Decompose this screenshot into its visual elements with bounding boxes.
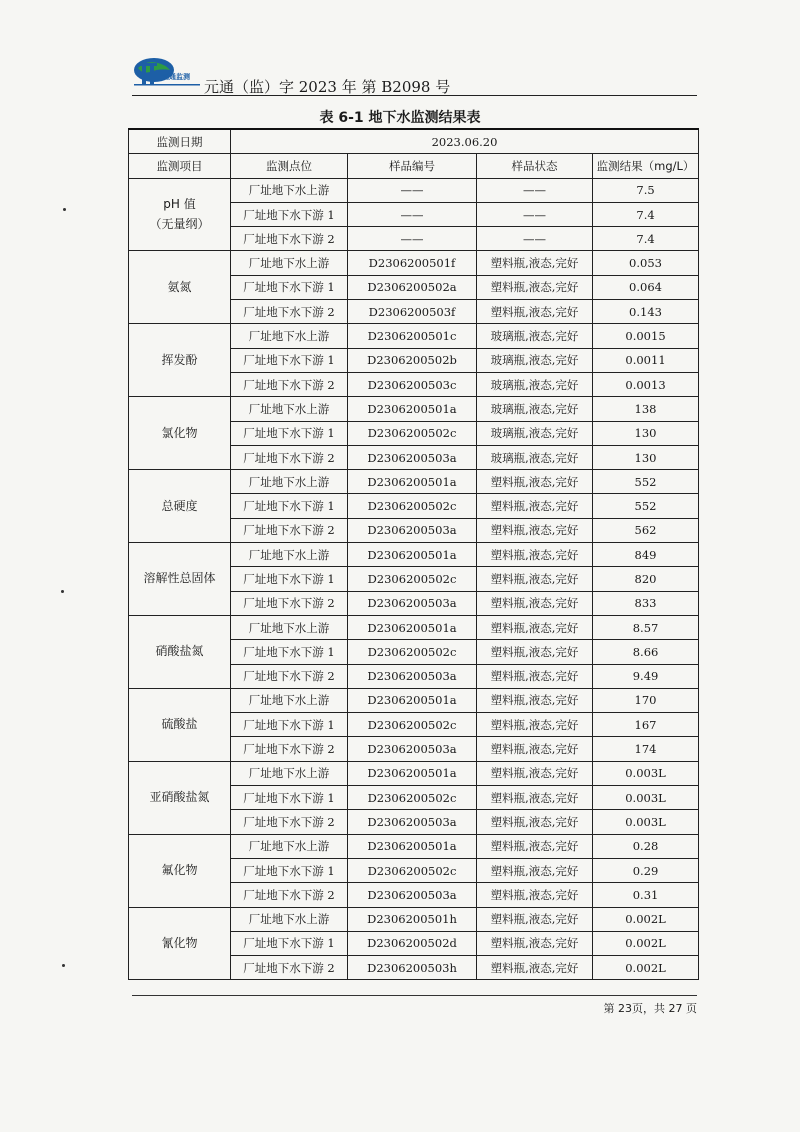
- result-cell: 0.002L: [593, 956, 699, 980]
- site-cell: 厂址地下水上游: [231, 761, 348, 785]
- site-cell: 厂址地下水下游 2: [231, 227, 348, 251]
- sample-state-cell: 玻璃瓶,液态,完好: [477, 348, 593, 372]
- scan-dot: [63, 208, 66, 211]
- sample-state-cell: 塑料瓶,液态,完好: [477, 907, 593, 931]
- parameter-cell: [129, 543, 231, 616]
- parameter-name: 氯化物: [161, 425, 198, 440]
- site-cell: 厂址地下水下游 1: [231, 421, 348, 445]
- sample-id-cell: D2306200502c: [348, 494, 477, 518]
- sample-state-cell: 塑料瓶,液态,完好: [477, 615, 593, 639]
- column-header: 监测点位: [231, 154, 348, 178]
- result-cell: 0.28: [593, 834, 699, 858]
- site-cell: 厂址地下水下游 1: [231, 494, 348, 518]
- sample-state-cell: 塑料瓶,液态,完好: [477, 470, 593, 494]
- table-row: [129, 761, 699, 785]
- sample-id-cell: D2306200503a: [348, 810, 477, 834]
- sample-id-cell: D2306200502c: [348, 421, 477, 445]
- sample-state-cell: 玻璃瓶,液态,完好: [477, 372, 593, 396]
- sample-id-cell: D2306200501a: [348, 761, 477, 785]
- sample-id-cell: D2306200501a: [348, 397, 477, 421]
- parameter-cell: [129, 470, 231, 543]
- parameter-name: 硫酸盐: [161, 717, 198, 732]
- footer-divider: [132, 995, 697, 996]
- sample-id-cell: D2306200503a: [348, 445, 477, 469]
- result-cell: 0.002L: [593, 907, 699, 931]
- site-cell: 厂址地下水下游 1: [231, 640, 348, 664]
- result-cell: 0.0011: [593, 348, 699, 372]
- column-header: 监测结果（mg/L）: [593, 154, 699, 178]
- page-number: 第 23页，共 27 页: [603, 1002, 697, 1015]
- date-value: 2023.06.20: [231, 129, 699, 154]
- sample-state-cell: 塑料瓶,液态,完好: [477, 275, 593, 299]
- sample-id-cell: D2306200503a: [348, 664, 477, 688]
- sample-state-cell: 玻璃瓶,液态,完好: [477, 421, 593, 445]
- result-cell: 130: [593, 421, 699, 445]
- parameter-name: 挥发酚: [161, 352, 198, 367]
- site-cell: 厂址地下水上游: [231, 543, 348, 567]
- column-header: 监测项目: [129, 154, 231, 178]
- parameter-name: 氰化物: [161, 935, 198, 950]
- result-cell: 170: [593, 688, 699, 712]
- header-row: [129, 154, 699, 178]
- site-cell: 厂址地下水上游: [231, 470, 348, 494]
- site-cell: 厂址地下水下游 2: [231, 518, 348, 542]
- site-cell: 厂址地下水下游 2: [231, 664, 348, 688]
- header-divider: [132, 95, 697, 96]
- sample-id-cell: D2306200501a: [348, 470, 477, 494]
- parameter-name: 溶解性总固体: [143, 571, 216, 586]
- sample-id-cell: D2306200502c: [348, 858, 477, 882]
- sample-state-cell: 塑料瓶,液态,完好: [477, 786, 593, 810]
- parameter-cell: [129, 907, 231, 980]
- result-cell: 0.003L: [593, 786, 699, 810]
- table-row: [129, 688, 699, 712]
- sample-state-cell: 塑料瓶,液态,完好: [477, 688, 593, 712]
- parameter-name: 硝酸盐氮: [155, 644, 204, 659]
- sample-id-cell: D2306200503c: [348, 372, 477, 396]
- column-header: 样品状态: [477, 154, 593, 178]
- result-cell: 833: [593, 591, 699, 615]
- site-cell: 厂址地下水上游: [231, 251, 348, 275]
- table-row: [129, 251, 699, 275]
- sample-state-cell: 玻璃瓶,液态,完好: [477, 324, 593, 348]
- parameter-cell: [129, 688, 231, 761]
- sample-id-cell: D2306200503a: [348, 518, 477, 542]
- sample-state-cell: 塑料瓶,液态,完好: [477, 883, 593, 907]
- parameter-unit-note: （无量纲）: [149, 216, 210, 231]
- result-cell: 8.66: [593, 640, 699, 664]
- result-cell: 562: [593, 518, 699, 542]
- parameter-cell: [129, 761, 231, 834]
- result-cell: 0.003L: [593, 761, 699, 785]
- parameter-cell: [129, 324, 231, 397]
- sample-state-cell: 塑料瓶,液态,完好: [477, 494, 593, 518]
- parameter-name: 亚硝酸盐氮: [149, 790, 210, 805]
- sample-id-cell: D2306200502c: [348, 640, 477, 664]
- site-cell: 厂址地下水下游 2: [231, 956, 348, 980]
- sample-id-cell: D2306200503a: [348, 591, 477, 615]
- site-cell: 厂址地下水下游 1: [231, 713, 348, 737]
- sample-state-cell: ——: [477, 202, 593, 226]
- sample-id-cell: ——: [348, 178, 477, 202]
- sample-state-cell: 塑料瓶,液态,完好: [477, 931, 593, 955]
- table-row: [129, 178, 699, 202]
- parameter-cell: [129, 397, 231, 470]
- result-cell: 0.0015: [593, 324, 699, 348]
- site-cell: 厂址地下水下游 1: [231, 348, 348, 372]
- result-cell: 0.0013: [593, 372, 699, 396]
- sample-state-cell: 塑料瓶,液态,完好: [477, 834, 593, 858]
- sample-id-cell: D2306200502c: [348, 713, 477, 737]
- sample-id-cell: D2306200501a: [348, 834, 477, 858]
- sample-state-cell: 塑料瓶,液态,完好: [477, 956, 593, 980]
- sample-id-cell: D2306200503a: [348, 883, 477, 907]
- result-cell: 7.5: [593, 178, 699, 202]
- table-row: [129, 907, 699, 931]
- sample-state-cell: 塑料瓶,液态,完好: [477, 543, 593, 567]
- site-cell: 厂址地下水下游 2: [231, 445, 348, 469]
- sample-id-cell: ——: [348, 202, 477, 226]
- parameter-name: 氟化物: [161, 862, 198, 877]
- result-cell: 0.31: [593, 883, 699, 907]
- parameter-cell: [129, 834, 231, 907]
- sample-state-cell: 塑料瓶,液态,完好: [477, 737, 593, 761]
- sample-state-cell: 塑料瓶,液态,完好: [477, 713, 593, 737]
- sample-id-cell: D2306200502c: [348, 567, 477, 591]
- sample-state-cell: 塑料瓶,液态,完好: [477, 591, 593, 615]
- site-cell: 厂址地下水下游 2: [231, 300, 348, 324]
- sample-state-cell: 塑料瓶,液态,完好: [477, 251, 593, 275]
- result-cell: 552: [593, 494, 699, 518]
- site-cell: 厂址地下水下游 1: [231, 858, 348, 882]
- sample-id-cell: D2306200503f: [348, 300, 477, 324]
- monitoring-results-table: [128, 128, 699, 980]
- site-cell: 厂址地下水上游: [231, 397, 348, 421]
- result-cell: 8.57: [593, 615, 699, 639]
- site-cell: 厂址地下水下游 2: [231, 883, 348, 907]
- column-header: 样品编号: [348, 154, 477, 178]
- sample-state-cell: ——: [477, 227, 593, 251]
- site-cell: 厂址地下水上游: [231, 834, 348, 858]
- sample-id-cell: D2306200502a: [348, 275, 477, 299]
- parameter-cell: [129, 615, 231, 688]
- parameter-cell: [129, 251, 231, 324]
- site-cell: 厂址地下水下游 2: [231, 810, 348, 834]
- sample-id-cell: D2306200501a: [348, 688, 477, 712]
- scan-dot: [62, 964, 65, 967]
- result-cell: 0.064: [593, 275, 699, 299]
- site-cell: 厂址地下水下游 1: [231, 931, 348, 955]
- result-cell: 0.143: [593, 300, 699, 324]
- sample-id-cell: D2306200503a: [348, 737, 477, 761]
- sample-id-cell: ——: [348, 227, 477, 251]
- logo-text: 元通监测: [162, 73, 190, 81]
- result-cell: 7.4: [593, 227, 699, 251]
- sample-state-cell: 塑料瓶,液态,完好: [477, 761, 593, 785]
- sample-state-cell: 玻璃瓶,液态,完好: [477, 397, 593, 421]
- table-row: [129, 615, 699, 639]
- sample-state-cell: 塑料瓶,液态,完好: [477, 858, 593, 882]
- sample-id-cell: D2306200501a: [348, 615, 477, 639]
- site-cell: 厂址地下水下游 1: [231, 275, 348, 299]
- parameter-name: pH 值: [163, 197, 196, 212]
- result-cell: 849: [593, 543, 699, 567]
- table-body: [129, 129, 699, 980]
- page-header: [132, 50, 697, 98]
- table-row: [129, 397, 699, 421]
- site-cell: 厂址地下水下游 2: [231, 372, 348, 396]
- site-cell: 厂址地下水下游 2: [231, 591, 348, 615]
- sample-id-cell: D2306200501a: [348, 543, 477, 567]
- site-cell: 厂址地下水上游: [231, 907, 348, 931]
- result-cell: 9.49: [593, 664, 699, 688]
- table-row: [129, 324, 699, 348]
- date-label: 监测日期: [129, 129, 231, 154]
- site-cell: 厂址地下水下游 1: [231, 786, 348, 810]
- parameter-name: 总硬度: [161, 498, 198, 513]
- result-cell: 138: [593, 397, 699, 421]
- sample-state-cell: 塑料瓶,液态,完好: [477, 810, 593, 834]
- sample-id-cell: D2306200501h: [348, 907, 477, 931]
- result-cell: 130: [593, 445, 699, 469]
- site-cell: 厂址地下水上游: [231, 615, 348, 639]
- site-cell: 厂址地下水下游 2: [231, 737, 348, 761]
- sample-id-cell: D2306200503h: [348, 956, 477, 980]
- table-row: [129, 834, 699, 858]
- date-row: [129, 129, 699, 154]
- parameter-cell: [129, 178, 231, 251]
- scan-dot: [61, 590, 64, 593]
- sample-id-cell: D2306200502b: [348, 348, 477, 372]
- sample-state-cell: 塑料瓶,液态,完好: [477, 567, 593, 591]
- site-cell: 厂址地下水上游: [231, 688, 348, 712]
- site-cell: 厂址地下水上游: [231, 324, 348, 348]
- site-cell: 厂址地下水下游 1: [231, 567, 348, 591]
- parameter-name: 氨氮: [167, 279, 192, 294]
- sample-state-cell: ——: [477, 178, 593, 202]
- result-cell: 0.053: [593, 251, 699, 275]
- site-cell: 厂址地下水上游: [231, 178, 348, 202]
- sample-id-cell: D2306200502c: [348, 786, 477, 810]
- result-cell: 174: [593, 737, 699, 761]
- table-row: [129, 543, 699, 567]
- table-title: 表 6-1 地下水监测结果表: [319, 110, 481, 126]
- table-row: [129, 470, 699, 494]
- sample-id-cell: D2306200501c: [348, 324, 477, 348]
- result-cell: 820: [593, 567, 699, 591]
- site-cell: 厂址地下水下游 1: [231, 202, 348, 226]
- result-cell: 0.29: [593, 858, 699, 882]
- sample-state-cell: 塑料瓶,液态,完好: [477, 664, 593, 688]
- result-cell: 0.002L: [593, 931, 699, 955]
- sample-state-cell: 塑料瓶,液态,完好: [477, 518, 593, 542]
- sample-id-cell: D2306200502d: [348, 931, 477, 955]
- result-cell: 7.4: [593, 202, 699, 226]
- sample-state-cell: 塑料瓶,液态,完好: [477, 640, 593, 664]
- result-cell: 552: [593, 470, 699, 494]
- document-number: 元通（监）字 2023 年 第 B2098 号: [204, 78, 451, 96]
- sample-state-cell: 塑料瓶,液态,完好: [477, 300, 593, 324]
- sample-id-cell: D2306200501f: [348, 251, 477, 275]
- result-cell: 0.003L: [593, 810, 699, 834]
- sample-state-cell: 玻璃瓶,液态,完好: [477, 445, 593, 469]
- result-cell: 167: [593, 713, 699, 737]
